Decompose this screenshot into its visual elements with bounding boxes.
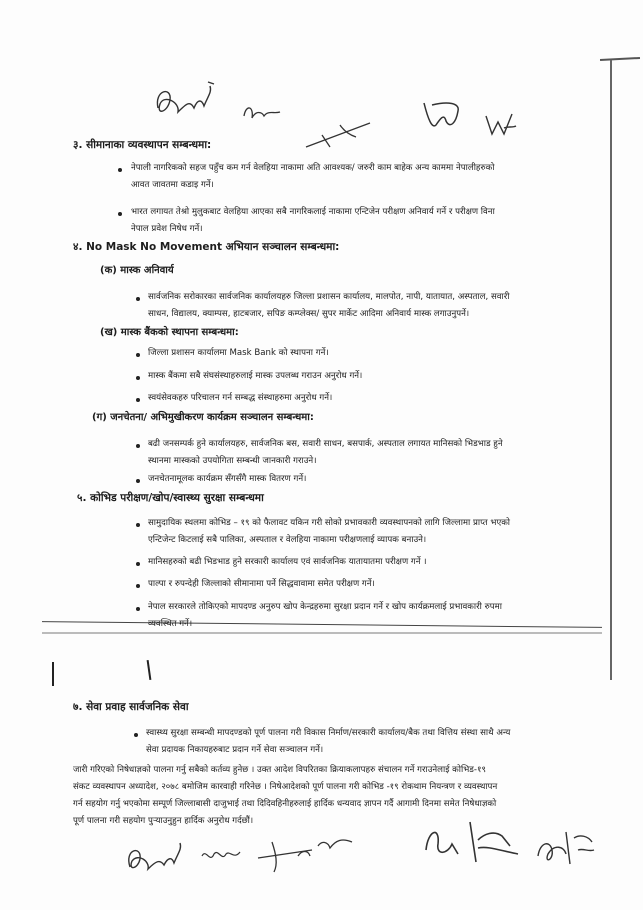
- section-4-sub-ga: (ग) जनचेतना/ अभिमुखीकरण कार्यक्रम सञ्चालन सम्बन्धमा:: [92, 412, 314, 423]
- section-5-bullet-1-line-1: सामुदायिक स्थलमा कोभिड – १९ को फैलावट यकिन गरी सोको प्रभावकारी व्यवस्थापनको लागि जिल्लामा प्राप्त भएको: [148, 518, 511, 528]
- closing-line-3: गर्न सहयोग गर्नु भएकोमा सम्पूर्ण जिल्लाबासी दाजुभाई तथा दिदिवहिनीहरुलाई हार्दिक धन्यवाद ज्ञापन गर्दै आगामी दिनमा समेत निषेधाज्ञको: [73, 799, 497, 809]
- section-4-ka-line-1: सार्वजनिक सरोकारका सार्वजनिक कार्यालयहरु जिल्ला प्रशासन कार्यालय, मालपोत, नापी, यातायात, अस्पताल, सवारी: [148, 292, 510, 302]
- signature-top-4: [418, 95, 468, 140]
- bullet-icon: [136, 479, 140, 483]
- section-5-heading: ५. कोभिड परीक्षण/खोप/स्वास्थ्य सुरक्षा सम्बन्धमा: [77, 492, 264, 504]
- section-7-heading: ७. सेवा प्रवाह सार्वजनिक सेवा: [73, 701, 189, 713]
- scan-mark: [52, 662, 54, 686]
- signature-top-3: [300, 115, 380, 155]
- bullet-icon: [136, 376, 140, 380]
- signature-bottom-2: [198, 842, 248, 870]
- section-4-kha-bullet-3: स्वयंसेवकहरु परिचालन गर्न सम्बद्ध संस्थाहरुमा अनुरोध गर्ने।: [148, 393, 333, 403]
- bullet-icon: [136, 353, 140, 357]
- signature-bottom-3: [252, 828, 362, 878]
- page-edge: [600, 57, 640, 61]
- section-3-bullet-1-line-1: नेपाली नागरिकको सहज पहुँच कम गर्न वेलहिया नाकामा अति आवश्यक/ जरुरी काम बाहेक अन्य काममा नेपालीहरुको: [131, 163, 495, 173]
- section-3-bullet-2-line-2: नेपाल प्रवेश निषेध गर्ने।: [131, 224, 203, 234]
- section-5-bullet-4-line-2: व्यवस्थित गर्ने।: [148, 619, 193, 629]
- section-4-kha-bullet-1: जिल्ला प्रशासन कार्यालमा Mask Bank को स्थापना गर्ने।: [148, 348, 329, 358]
- closing-line-4: पूर्ण पालना गरी सहयोग पुऱ्याउनुहुन हार्दिक अनुरोध गर्दछौं।: [73, 816, 254, 826]
- signature-top-left: [150, 78, 220, 128]
- section-4-ga-bullet-1-line-2: स्थानमा मास्कको उपयोगिता सम्बन्धी जानकारी गराउने।: [148, 456, 317, 466]
- bullet-icon: [136, 607, 140, 611]
- signature-top-2: [240, 100, 290, 130]
- section-3-bullet-1-line-2: आवत जावतमा कडाइ गर्ने।: [131, 180, 214, 190]
- closing-line-1: जारी गरिएको निषेधाज्ञको पालना गर्नु सबैको कर्तव्य हुनेछ । उक्त आदेश विपरितका क्रियाकलापहरु संचालन गर्ने गराउनेलाई कोभिड-१९: [73, 765, 486, 775]
- signature-bottom-4: [418, 810, 528, 875]
- section-4-ga-bullet-1-line-1: बढी जनसम्पर्क हुने कार्यालयहरु, सार्वजनिक बस, सवारी साधन, बसपार्क, अस्पताल लगायत मानिसको भिडभाड हुने: [148, 439, 503, 449]
- section-5-bullet-3: पाल्पा र रुपन्देही जिल्लाको सीमानामा पर्ने सिद्धवावामा समेत परीक्षण गर्ने।: [148, 579, 375, 589]
- section-5-bullet-1-line-2: एन्टिजेन्ट किटलाई सबै पालिका, अस्पताल र वेलहिया नाकामा परीक्षणलाई व्यापक बनाउने।: [148, 535, 427, 545]
- section-7-bullet-line-2: सेवा प्रदायक निकायहरुबाट प्रदान गर्ने सेवा सञ्चालन गर्ने।: [146, 745, 324, 755]
- section-5-bullet-4-line-1: नेपाल सरकारले तोकिएको मापदण्ड अनुरुप खोप केन्द्रहरुमा सुरक्षा प्रदान गर्ने र खोप कार्यक्रमलाई प्रभावकारी रुपमा: [148, 602, 502, 612]
- section-4-sub-kha: (ख) मास्क बैंकको स्थापना सम्बन्धमा:: [100, 327, 239, 338]
- page-edge: [610, 60, 612, 680]
- signature-bottom-1: [122, 835, 192, 880]
- section-4-kha-bullet-2: मास्क बैंकमा सबै संघसंस्थाहरुलाई मास्क उपलब्ध गराउन अनुरोध गर्ने।: [148, 371, 363, 381]
- signature-bottom-5: [530, 820, 600, 875]
- page-fold-line: [42, 621, 602, 628]
- section-4-ga-bullet-2: जनचेतनामूलक कार्यक्रम सँगसँगै मास्क वितरण गर्ने।: [148, 474, 307, 484]
- bullet-icon: [136, 444, 140, 448]
- section-4-sub-ka: (क) मास्क अनिवार्य: [100, 265, 174, 276]
- signature-top-5: [482, 110, 522, 140]
- bullet-icon: [136, 297, 140, 301]
- bullet-icon: [136, 584, 140, 588]
- bullet-icon: [134, 733, 138, 737]
- closing-line-2: संकट व्यवस्थापन अध्यादेश, २०७८ बमोजिम कारवाही गरिनेछ । निषेआदेशको पूर्ण पालना गरी कोभिड -१९ रोकथाम नियन्त्रण र व्यवस्थापन: [73, 782, 498, 792]
- section-4-heading: ४. No Mask No Movement अभियान सञ्चालन सम्बन्धमा:: [73, 241, 340, 253]
- section-5-bullet-2: मानिसहरुको बढी भिडभाड हुने सरकारी कार्यालय एवं सार्वजनिक यातायातमा परीक्षण गर्ने ।: [148, 557, 427, 567]
- page-fold-shadow: [42, 632, 602, 634]
- section-4-ka-line-2: साधन, विद्यालय, क्याम्पस, हाटबजार, सपिङ कम्प्लेक्स/ सुपर मार्केट आदिमा अनिवार्य मास्क लगाउनुपर्ने।: [148, 309, 470, 319]
- bullet-icon: [136, 523, 140, 527]
- bullet-icon: [118, 212, 122, 216]
- bullet-icon: [118, 168, 122, 172]
- bullet-icon: [136, 562, 140, 566]
- scan-mark: [147, 660, 152, 680]
- section-3-heading: ३. सीमानाका व्यवस्थापन सम्बन्धमा:: [73, 139, 212, 151]
- bullet-icon: [136, 398, 140, 402]
- section-7-bullet-line-1: स्वास्थ्य सुरक्षा सम्बन्धी मापदण्डको पूर्ण पालना गरी विकास निर्माण/सरकारी कार्यालय/बैक तथा वित्तिय संस्था साथै अन्य: [146, 728, 511, 738]
- section-3-bullet-2-line-1: भारत लगायत तेश्रो मुलुकबाट वेलहिया आएका सबै नागरिकलाई नाकामा एन्टिजेन परीक्षण अनिवार्य गर्ने र परीक्षण विना: [131, 207, 495, 217]
